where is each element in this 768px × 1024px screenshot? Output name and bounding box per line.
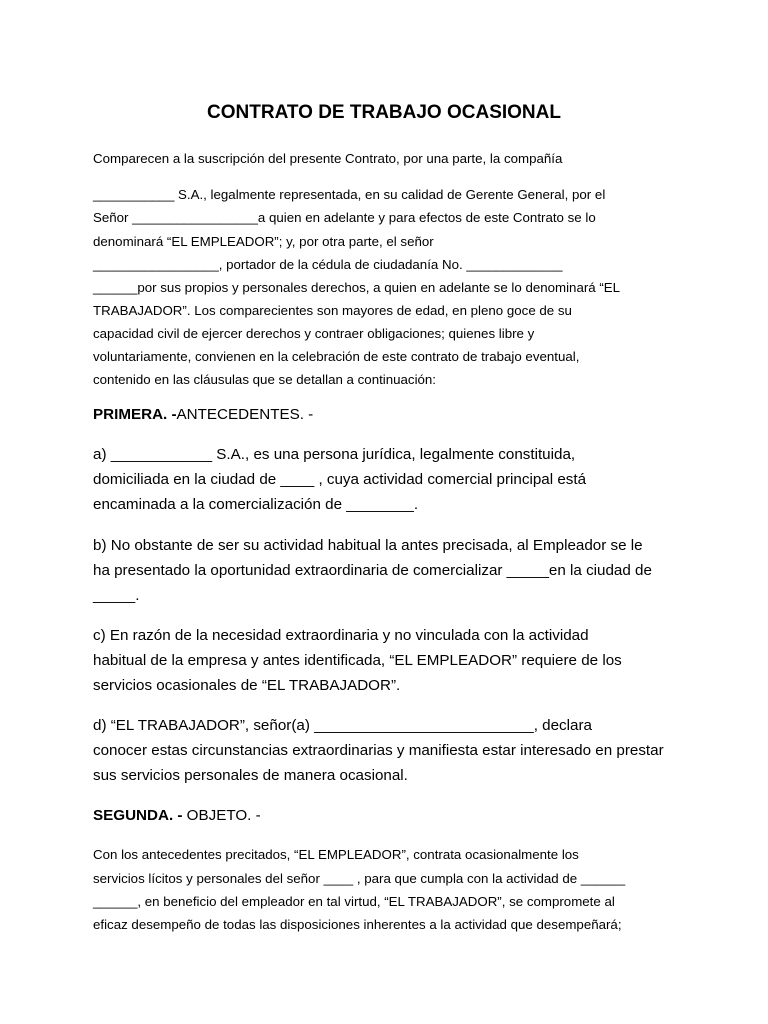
clause-a-line: encaminada a la comercialización de ________. xyxy=(93,496,419,513)
clause-a-line: domiciliada en la ciudad de ____ , cuya actividad comercial principal está xyxy=(93,471,587,488)
clause-c-line: habitual de la empresa y antes identificada, “EL EMPLEADOR” requiere de los xyxy=(93,652,622,669)
intro-line: denominará “EL EMPLEADOR”; y, por otra parte, el señor xyxy=(93,234,434,249)
intro-line: ______por sus propios y personales derechos, a quien en adelante se lo denominará “EL xyxy=(93,280,621,295)
clause-b-line: b) No obstante de ser su actividad habitual la antes precisada, al Empleador se le xyxy=(93,537,643,554)
clause-b-line: ha presentado la oportunidad extraordinaria de comercializar _____en la ciudad de xyxy=(93,562,652,579)
intro-line: Comparecen a la suscripción del presente Contrato, por una parte, la compañía xyxy=(93,151,563,166)
clause-d-line: sus servicios personales de manera ocasional. xyxy=(93,767,408,784)
clause-d-line: conocer estas circunstancias extraordinarias y manifiesta estar interesado en prestar xyxy=(93,742,664,759)
clause-c-line: servicios ocasionales de “EL TRABAJADOR”. xyxy=(93,677,401,694)
intro-line: voluntariamente, convienen en la celebración de este contrato de trabajo eventual, xyxy=(93,349,580,364)
intro-line: capacidad civil de ejercer derechos y contraer obligaciones; quienes libre y xyxy=(93,326,535,341)
document-title: CONTRATO DE TRABAJO OCASIONAL xyxy=(207,102,561,123)
clause-b-line: _____. xyxy=(93,587,140,604)
segunda-line: ______, en beneficio del empleador en tal virtud, “EL TRABAJADOR”, se compromete al xyxy=(93,894,615,909)
clause-c-line: c) En razón de la necesidad extraordinaria y no vinculada con la actividad xyxy=(93,627,589,644)
section-heading-primera xyxy=(93,405,313,425)
segunda-line: Con los antecedentes precitados, “EL EMPLEADOR”, contrata ocasionalmente los xyxy=(93,847,579,862)
section-heading-label: SEGUNDA. - xyxy=(93,807,183,824)
intro-line: Señor _________________a quien en adelante y para efectos de este Contrato se lo xyxy=(93,210,596,225)
intro-line: _________________, portador de la cédula de ciudadanía No. _____________ xyxy=(93,257,563,272)
segunda-line: servicios lícitos y personales del señor ____ , para que cumpla con la actividad de ______ xyxy=(93,871,626,886)
intro-line: TRABAJADOR”. Los comparecientes son mayores de edad, en pleno goce de su xyxy=(93,303,572,318)
clause-a-line: a) ____________ S.A., es una persona jurídica, legalmente constituida, xyxy=(93,446,576,463)
section-heading-title: ANTECEDENTES. - xyxy=(176,406,314,423)
intro-line: contenido en las cláusulas que se detallan a continuación: xyxy=(93,372,437,387)
clause-d-line: d) “EL TRABAJADOR”, señor(a) __________________________, declara xyxy=(93,717,592,734)
section-heading-segunda xyxy=(93,806,261,826)
section-heading-title: OBJETO. - xyxy=(182,807,261,824)
segunda-line: eficaz desempeño de todas las disposiciones inherentes a la actividad que desempeñará; xyxy=(93,917,622,932)
section-heading-label: PRIMERA. - xyxy=(93,406,177,423)
intro-line: ___________ S.A., legalmente representada, en su calidad de Gerente General, por el xyxy=(93,187,606,202)
